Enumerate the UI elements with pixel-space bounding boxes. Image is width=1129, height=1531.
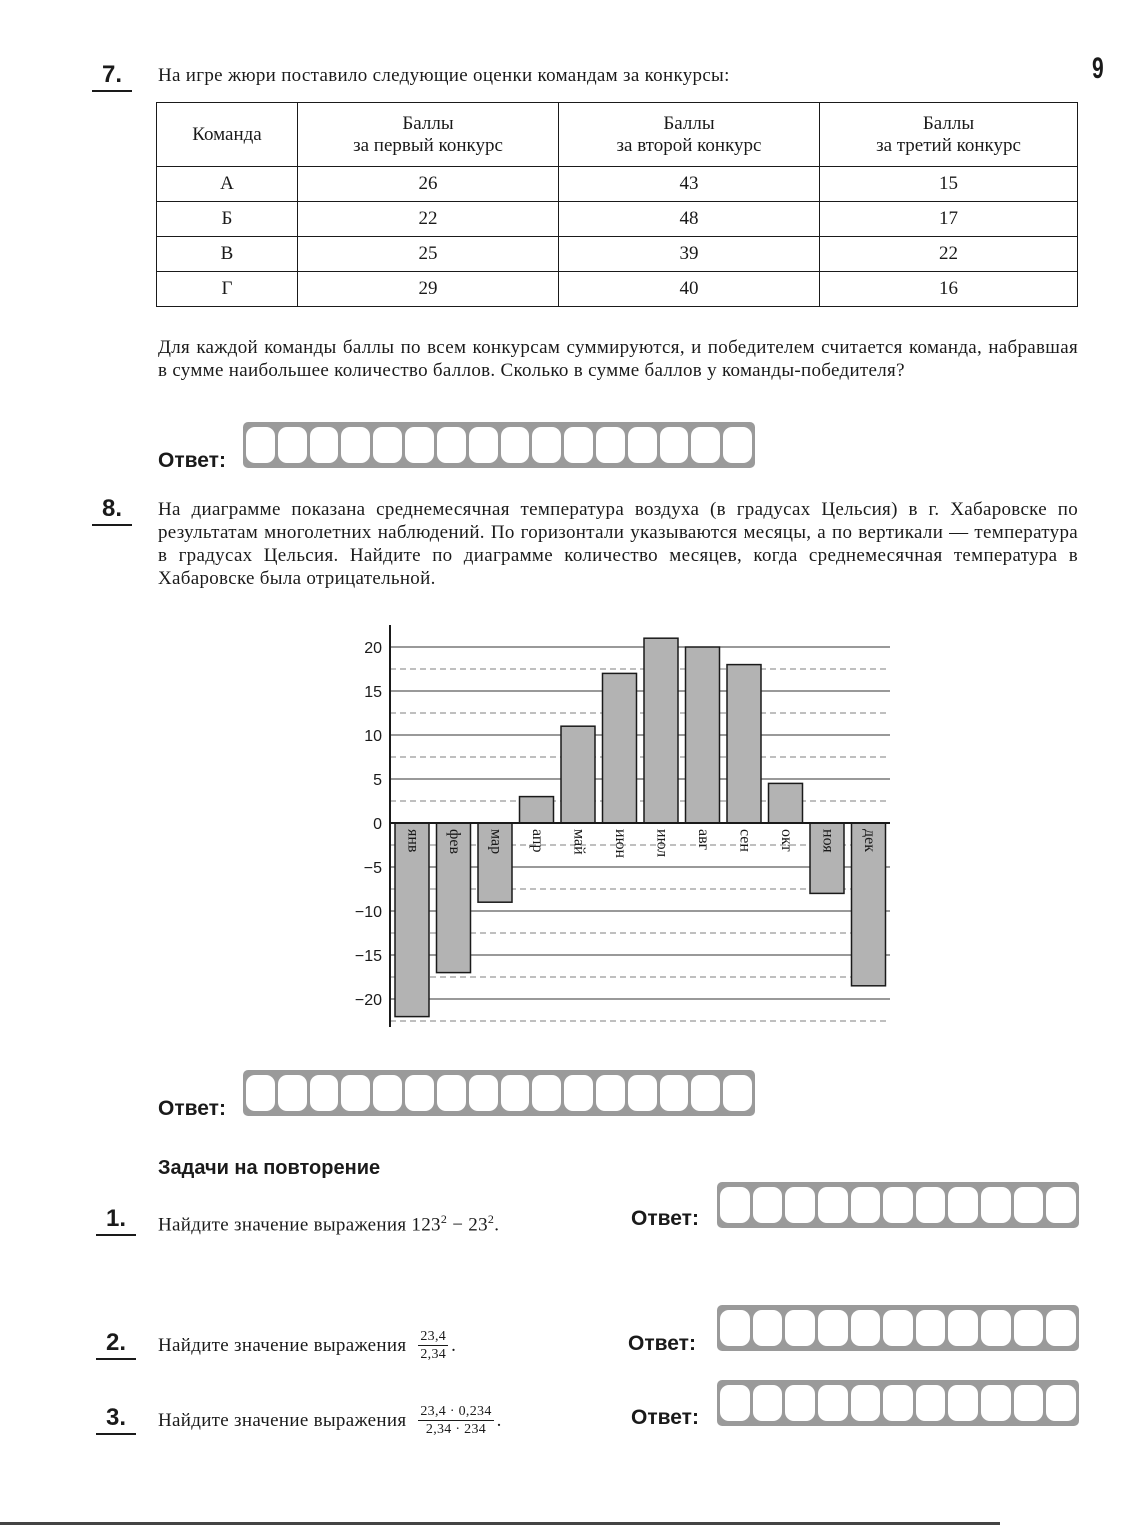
month-label-окт: окт — [777, 829, 795, 852]
answer-cell[interactable] — [1046, 1385, 1076, 1422]
answer-cell[interactable] — [981, 1385, 1011, 1422]
answer-cell[interactable] — [916, 1187, 946, 1224]
answer-cell[interactable] — [948, 1310, 978, 1347]
answer-cell[interactable] — [405, 1075, 434, 1112]
answer-cell[interactable] — [883, 1385, 913, 1422]
answer-cell[interactable] — [948, 1187, 978, 1224]
answer-cell[interactable] — [916, 1385, 946, 1422]
table-row — [157, 202, 1078, 237]
answer-cell[interactable] — [981, 1310, 1011, 1347]
month-label-июл: июл — [653, 829, 671, 858]
q7-answer-label: Ответ: — [158, 449, 226, 472]
y-tick-label: 0 — [373, 816, 382, 833]
answer-cell[interactable] — [660, 1075, 689, 1112]
answer-cell[interactable] — [278, 427, 307, 464]
month-label-сен: сен — [736, 829, 754, 852]
month-label-апр: апр — [528, 829, 546, 853]
answer-cell[interactable] — [628, 427, 657, 464]
answer-cell[interactable] — [246, 427, 275, 464]
bar-июн — [603, 673, 637, 823]
answer-cell[interactable] — [818, 1385, 848, 1422]
scores-table — [156, 102, 1078, 307]
review-2-text: Найдите значение выражения $\frac{23,4}{2,34}$ . — [158, 1328, 457, 1362]
answer-cell[interactable] — [501, 1075, 530, 1112]
q8-number: 8. — [92, 496, 132, 526]
score-cell: 29 — [298, 272, 559, 307]
team-cell: Б — [157, 202, 298, 237]
q8-text: На диаграмме показана среднемесячная температура воздуха (в градусах Цельсия) в г. Хабаровске по результатам многолетних наблюдений. По горизонтали указываются месяцы, а по вертикали — температура в градусах Цельсия. Найдите по диаграмме количество месяцев, когда среднемесячная температура в Хабаровске была отрицательной. — [158, 499, 1078, 589]
answer-cell[interactable] — [785, 1187, 815, 1224]
answer-cell[interactable] — [373, 427, 402, 464]
review-2-answer-box[interactable] — [717, 1305, 1079, 1351]
month-label-фев: фев — [445, 829, 463, 855]
review-title: Задачи на повторение — [158, 1157, 381, 1179]
answer-cell[interactable] — [341, 1075, 370, 1112]
header-contest-1: Баллы за первый конкурс — [298, 103, 559, 167]
answer-cell[interactable] — [532, 1075, 561, 1112]
answer-cell[interactable] — [1014, 1310, 1044, 1347]
answer-cell[interactable] — [851, 1310, 881, 1347]
answer-cell[interactable] — [720, 1385, 750, 1422]
team-cell: А — [157, 167, 298, 202]
bottom-rule — [0, 1522, 1000, 1525]
answer-cell[interactable] — [660, 427, 689, 464]
answer-cell[interactable] — [691, 1075, 720, 1112]
answer-cell[interactable] — [818, 1310, 848, 1347]
score-cell: 25 — [298, 237, 559, 272]
answer-cell[interactable] — [723, 427, 752, 464]
y-tick-label: 5 — [373, 772, 382, 789]
page-number: 9 — [1092, 52, 1104, 85]
answer-cell[interactable] — [818, 1187, 848, 1224]
q7-intro: На игре жюри поставило следующие оценки командам за конкурсы: — [158, 65, 730, 86]
answer-cell[interactable] — [1014, 1385, 1044, 1422]
review-1-text: Найдите значение выражения $123^2 - 23^2$. — [158, 1212, 500, 1236]
bar-сен — [727, 665, 761, 823]
month-label-май: май — [570, 829, 588, 855]
answer-cell[interactable] — [437, 1075, 466, 1112]
answer-cell[interactable] — [753, 1187, 783, 1224]
answer-cell[interactable] — [753, 1385, 783, 1422]
table-row — [157, 237, 1078, 272]
table-row — [157, 167, 1078, 202]
review-3-text: Найдите значение выражения $\frac{23,4 \cdot 0,234}{2,34 \cdot 234}$ . — [158, 1403, 502, 1437]
answer-cell[interactable] — [785, 1310, 815, 1347]
team-cell: Г — [157, 272, 298, 307]
answer-cell[interactable] — [981, 1187, 1011, 1224]
answer-cell[interactable] — [753, 1310, 783, 1347]
answer-cell[interactable] — [246, 1075, 275, 1112]
answer-cell[interactable] — [691, 427, 720, 464]
q7-number: 7. — [92, 62, 132, 92]
month-label-мар: мар — [487, 829, 505, 855]
review-2-fraction: $\frac{23,4}{2,34}$ — [420, 1328, 447, 1362]
answer-cell[interactable] — [596, 1075, 625, 1112]
answer-cell[interactable] — [469, 427, 498, 464]
answer-cell[interactable] — [723, 1075, 752, 1112]
y-tick-label: −20 — [354, 992, 382, 1009]
header-team: Команда — [157, 103, 298, 167]
answer-cell[interactable] — [851, 1385, 881, 1422]
bar-апр — [520, 797, 554, 823]
score-cell: 16 — [820, 272, 1078, 307]
answer-cell[interactable] — [916, 1310, 946, 1347]
answer-cell[interactable] — [596, 427, 625, 464]
y-tick-label: 10 — [364, 728, 382, 745]
answer-cell[interactable] — [948, 1385, 978, 1422]
review-2-answer-label: Ответ: — [628, 1332, 696, 1355]
review-3-answer-box[interactable] — [717, 1380, 1079, 1426]
score-cell: 48 — [559, 202, 820, 237]
month-label-дек: дек — [860, 829, 878, 853]
answer-cell[interactable] — [310, 427, 339, 464]
review-1-number: 1. — [96, 1206, 136, 1236]
answer-cell[interactable] — [720, 1310, 750, 1347]
answer-cell[interactable] — [720, 1187, 750, 1224]
answer-cell[interactable] — [628, 1075, 657, 1112]
y-tick-label: 20 — [364, 640, 382, 657]
chart-bars — [395, 638, 886, 1016]
answer-cell[interactable] — [310, 1075, 339, 1112]
month-label-ноя: ноя — [819, 829, 837, 853]
month-label-янв: янв — [404, 829, 422, 853]
q8-answer-box[interactable] — [243, 1070, 755, 1116]
chart-tick-labels — [355, 640, 382, 1009]
q7-answer-box[interactable] — [243, 422, 755, 468]
score-cell: 22 — [298, 202, 559, 237]
answer-cell[interactable] — [1046, 1310, 1076, 1347]
scores-table-header — [157, 103, 1078, 167]
bar-авг — [686, 647, 720, 823]
answer-cell[interactable] — [278, 1075, 307, 1112]
review-1-answer-label: Ответ: — [631, 1207, 699, 1230]
score-cell: 39 — [559, 237, 820, 272]
review-1-answer-box[interactable] — [717, 1182, 1079, 1228]
answer-cell[interactable] — [532, 427, 561, 464]
score-cell: 15 — [820, 167, 1078, 202]
answer-cell[interactable] — [851, 1187, 881, 1224]
answer-cell[interactable] — [564, 1075, 593, 1112]
answer-cell[interactable] — [501, 427, 530, 464]
answer-cell[interactable] — [1046, 1187, 1076, 1224]
q7-question: Для каждой команды баллы по всем конкурсам суммируются, и победителем считается команда, набравшая в сумме наибольшее количество баллов. Сколько в сумме баллов у команды-победителя? — [158, 337, 1078, 381]
header-contest-2: Баллы за второй конкурс — [559, 103, 820, 167]
bar-окт — [769, 783, 803, 823]
header-contest-3: Баллы за третий конкурс — [820, 103, 1078, 167]
score-cell: 17 — [820, 202, 1078, 237]
q8-answer-label: Ответ: — [158, 1097, 226, 1120]
y-tick-label: 15 — [364, 684, 382, 701]
review-3-fraction: $\frac{23,4 \cdot 0,234}{2,34 \cdot 234}$ — [420, 1403, 492, 1437]
score-cell: 26 — [298, 167, 559, 202]
team-cell: В — [157, 237, 298, 272]
answer-cell[interactable] — [405, 427, 434, 464]
score-cell: 22 — [820, 237, 1078, 272]
month-label-июн: июн — [611, 829, 629, 859]
score-cell: 40 — [559, 272, 820, 307]
chart-month-labels — [404, 829, 878, 859]
answer-cell[interactable] — [785, 1385, 815, 1422]
answer-cell[interactable] — [341, 427, 370, 464]
y-tick-label: −15 — [354, 948, 382, 965]
answer-cell[interactable] — [883, 1310, 913, 1347]
answer-cell[interactable] — [1014, 1187, 1044, 1224]
y-tick-label: −5 — [363, 860, 382, 877]
answer-cell[interactable] — [564, 427, 593, 464]
month-label-авг: авг — [694, 829, 712, 851]
review-2-number: 2. — [96, 1330, 136, 1360]
bar-май — [561, 726, 595, 823]
table-row — [157, 272, 1078, 307]
answer-cell[interactable] — [373, 1075, 402, 1112]
answer-cell[interactable] — [469, 1075, 498, 1112]
answer-cell[interactable] — [883, 1187, 913, 1224]
review-3-number: 3. — [96, 1405, 136, 1435]
bar-июл — [644, 638, 678, 823]
answer-cell[interactable] — [437, 427, 466, 464]
temperature-chart — [330, 625, 910, 1035]
score-cell: 43 — [559, 167, 820, 202]
review-3-answer-label: Ответ: — [631, 1406, 699, 1429]
y-tick-label: −10 — [354, 904, 382, 921]
